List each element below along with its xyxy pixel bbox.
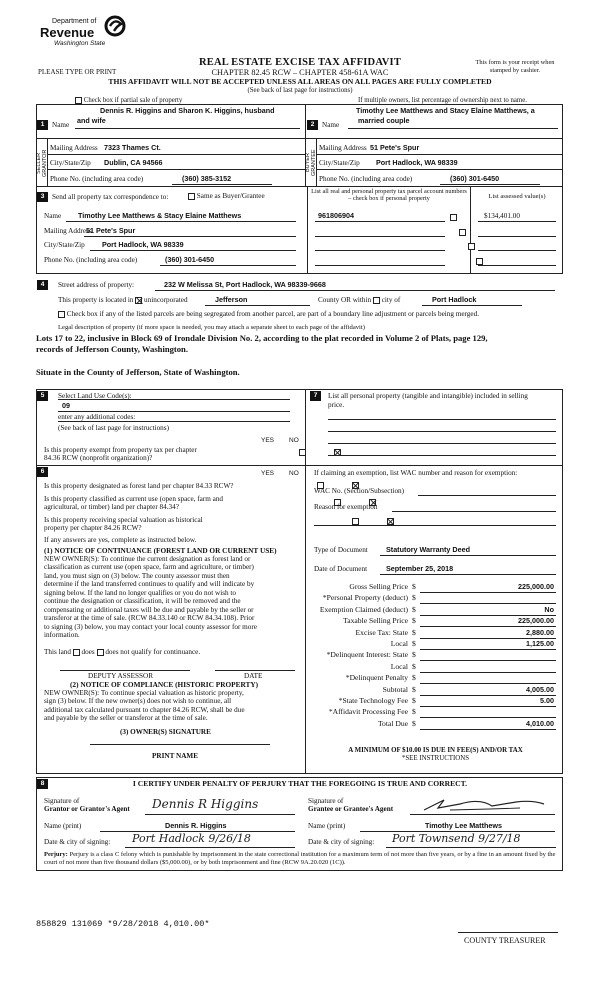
grantor-signature: Dennis R Higgins [152,797,259,811]
unincorporated-label: unincorporated [144,296,188,304]
notice1-line: NEW OWNER(S): To continue the current designation as forest land or [44,555,251,563]
exempt-q1: Is this property exempt from property tax per chapter [44,446,197,454]
buyer-mailing-label: Mailing Address [319,144,367,152]
multiple-owners-note: If multiple owners, list percentage of ownership next to name. [358,97,527,104]
assessed-header: List assessed value(s) [488,193,546,200]
grantor-date-city-label: Date & city of signing: [44,838,111,846]
same-as-buyer-row [188,192,265,200]
tax-row-currency: $ [412,707,416,717]
parcel-number-1: 961806904 [318,211,354,220]
notice2-line: sign (3) below. If the new owner(s) does not wish to continue, all [44,697,232,706]
tax-row-value: 2,880.00 [526,627,554,637]
tax-row-currency: $ [412,616,416,626]
grantor-sig-label2: Grantor or Grantor's Agent [44,805,130,813]
tax-row-value: 4,005.00 [526,684,554,694]
grantor-date-city: Port Hadlock 9/26/18 [132,832,251,845]
wac-label: WAC No. (Section/Subsection) [314,487,405,495]
city-of-label: city of [381,296,401,304]
does-checkbox[interactable] [73,649,80,656]
buyer-name-line1: Timothy Lee Matthews and Stacy Elaine Matthews, a [356,106,535,115]
deputy-assessor-label: DEPUTY ASSESSOR [88,672,154,680]
forest-question: Is this property designated as forest land per chapter 84.33 RCW? [44,482,234,490]
tax-row-currency: $ [412,627,416,637]
seller-name-line2: and wife [77,116,106,125]
city-value: Port Hadlock [432,295,477,304]
land-use-value: 09 [62,401,70,410]
correspondence-mailing-label: Mailing Address [44,227,92,235]
seller-name-label: Name [52,121,70,129]
owner-signature-label: (3) OWNER(S) SIGNATURE [120,728,211,736]
grantor-name-label: Name (print) [44,822,82,830]
tax-row [310,582,560,593]
section-5-marker: 5 [37,391,48,401]
tax-row [310,673,560,684]
notice2-body [44,689,302,723]
tax-row [310,639,560,650]
current-use-q-a: Is this property classified as current use (open space, farm and [44,495,224,503]
tax-row-label: Exemption Claimed (deduct) [319,604,408,614]
grantor-name-value: Dennis R. Higgins [165,821,227,830]
see-instructions: *SEE INSTRUCTIONS [401,755,470,762]
tax-row-label: Gross Selling Price [349,582,408,591]
tax-row [310,662,560,673]
tax-row [310,719,560,730]
street-value: 232 W Melissa St, Port Hadlock, WA 98339-9668 [164,280,326,289]
notice2-title: (2) NOTICE OF COMPLIANCE (HISTORIC PROPERTY) [70,680,259,689]
section-1-marker: 1 [37,120,48,130]
tax-row-label: Local [390,661,408,671]
form-title: REAL ESTATE EXCISE TAX AFFIDAVIT [198,57,402,68]
section-4-marker: 4 [37,280,48,290]
partial-sale-checkbox[interactable] [75,97,82,104]
tax-row-currency: $ [412,684,416,694]
land-use-label: Select Land Use Code(s): [58,392,132,400]
please-type: PLEASE TYPE OR PRINT [38,68,117,76]
notice2-line: additional tax calculated pursuant to chapter 84.26 RCW, shall be due [44,705,245,714]
seller-mailing-value: 7323 Thames Ct. [104,143,161,152]
form-notice: THIS AFFIDAVIT WILL NOT BE ACCEPTED UNLESS ALL AREAS ON ALL PAGES ARE FULLY COMPLETED [108,77,492,86]
grantee-sig-label2: Grantee or Grantee's Agent [308,805,394,813]
section-2-marker: 2 [307,120,318,130]
certify-statement: I CERTIFY UNDER PENALTY OF PERJURY THAT THE FOREGOING IS TRUE AND CORRECT. [132,779,468,788]
does-not-label: does not qualify for continuance. [105,648,201,656]
tax-row-currency: $ [412,673,416,683]
tax-row-label: Taxable Selling Price [343,616,408,626]
tax-row-value: 1,125.00 [526,638,554,648]
notice1-line: transferor at the time of sale. (RCW 84.33.140 or RCW 84.34.108). Prior [44,614,255,623]
located-row [58,296,188,304]
tax-row-label: *Delinquent Penalty [345,673,408,683]
unincorporated-checkbox[interactable] [135,297,142,304]
parcel-header: List all real and personal property tax parcel account numbers – check box if personal property [311,188,467,203]
section-3-marker: 3 [37,192,48,202]
see-back-header: (See back of last page for instructions) [247,87,353,94]
exemption-label: If claiming an exemption, list WAC number and reason for exemption: [314,469,518,477]
minimum-note: A MINIMUM OF $10.00 IS DUE IN FEE(S) AND/OR TAX [348,747,523,754]
reason-label: Reason for exemption [314,503,378,511]
tax-row-label: *State Technology Fee [338,695,408,705]
segregated-label: Check box if any of the listed parcels are being segregated from another parcel, are part of a boundary line adjustment or parcels being merged. [66,310,479,318]
tax-row [310,605,560,616]
tax-row-label: *Delinquent Interest: State [326,650,408,660]
county-treasurer-label: COUNTY TREASURER [464,936,546,945]
tax-row-currency: $ [412,718,416,728]
grantee-date-city-label: Date & city of signing: [308,838,375,846]
tax-row-label: Excise Tax: State [355,627,408,637]
correspondence-mailing-value: 51 Pete's Spur [86,226,136,235]
tax-row [310,685,560,696]
historic-no-checkbox[interactable] [387,518,394,525]
buyer-name-label: Name [322,121,340,129]
exempt-q2: 84.36 RCW (nonprofit organization)? [44,454,153,462]
notice1-line: to signing (3) below, you may contact your local county assessor for more [44,622,257,631]
buyer-mailing-value: 51 Pete's Spur [370,143,420,152]
tax-row [310,628,560,639]
tax-row-currency: $ [412,650,416,660]
section6-no: NO [289,470,299,477]
city-of-checkbox[interactable] [373,297,380,304]
doc-type-label: Type of Document [314,546,368,554]
notice1-line: compensating or additional taxes will be due and payable by the seller or [44,605,254,614]
perjury-statement [44,851,559,867]
tax-row-label: *Affidavit Processing Fee [328,707,408,717]
buyer-name-line2: married couple [358,116,410,125]
tax-row-currency: $ [412,695,416,705]
perjury-title: Perjury: [44,851,68,858]
cashier-stamp: 858829 131069 *9/28/2018 4,010.00* [36,919,210,929]
tax-row-currency: $ [412,661,416,671]
section5-yes: YES [261,437,275,444]
historic-yes-checkbox[interactable] [352,518,359,525]
seller-phone-label: Phone No. (including area code) [50,175,144,183]
buyer-phone-label: Phone No. (including area code) [319,175,413,183]
section5-no: NO [289,437,299,444]
correspondence-city-label: City/State/Zip [44,241,85,249]
seller-side-label: SELLER GRANTOR [36,149,48,177]
correspondence-label: Send all property tax correspondence to: [52,193,169,201]
section-8-marker: 8 [37,779,48,789]
receipt-note: This form is your receipt when stamped by cashier. [475,59,555,74]
tax-row-value: 225,000.00 [518,582,554,591]
correspondence-phone-value: (360) 301-6450 [165,255,215,264]
form-subtitle: CHAPTER 82.45 RCW – CHAPTER 458-61A WAC [211,68,389,77]
tax-row-currency: $ [412,593,416,603]
tax-row-label: *Personal Property (deduct) [322,593,408,603]
notice1-line: continue the designation or classification, it will be removed and the [44,597,241,606]
notice1-line: classification as current use (open space, farm and agriculture, or timber) [44,563,254,572]
grantee-sig-label1: Signature of [308,797,344,805]
section-7-marker: 7 [310,391,321,401]
county-label-row [318,296,400,304]
grantee-name-label: Name (print) [308,822,346,830]
tax-row-label: Total Due [377,718,408,728]
this-land-label: This land [44,648,71,656]
notice1-title: (1) NOTICE OF CONTINUANCE (FOREST LAND OR CURRENT USE) [44,546,277,555]
does-label: does [81,648,95,656]
county-value: Jefferson [215,295,248,304]
segregated-checkbox[interactable] [58,311,65,318]
tax-row-value: 5.00 [540,695,554,705]
deputy-date-label: DATE [244,672,263,680]
revenue-logo [38,12,128,54]
tax-row [310,593,560,604]
parcel-1-personal-checkbox[interactable] [450,214,457,221]
continuance-row [44,648,200,656]
notice1-line: land, you must sign on (3) below. The county assessor must then [44,571,230,580]
segregated-row [58,310,558,318]
seller-name-line1: Dennis R. Higgins and Sharon K. Higgins, husband [100,106,275,115]
legal-label: Legal description of property (if more space is needed, you may attach a separate sheet to each page of the affidavit) [58,324,365,331]
seller-city-label: City/State/Zip [50,159,91,167]
buyer-city-value: Port Hadlock, WA 98339 [376,158,458,167]
tax-row [310,707,560,718]
same-as-buyer-checkbox[interactable] [188,193,195,200]
grantee-signature [420,796,550,816]
doc-date-value: September 25, 2018 [386,564,454,573]
located-label: This property is located in [58,296,134,304]
legal-line2: records of Jefferson County, Washington. [36,344,188,354]
tax-row-currency: $ [412,582,416,591]
tax-row-value: No [544,604,554,614]
exempt-yes-checkbox[interactable] [299,449,306,456]
does-not-checkbox[interactable] [97,649,104,656]
personal-property-label2: price. [328,401,345,409]
seller-mailing-label: Mailing Address [50,144,98,152]
situate-line: Situate in the County of Jefferson, State of Washington. [36,367,240,377]
section-6-marker: 6 [37,467,48,477]
county-label: County OR within [318,296,372,304]
legal-line1: Lots 17 to 22, inclusive in Block 69 of Irondale Division No. 2, according to the plat recorded in Volume 2 of Plats, page 129, [36,333,488,343]
partial-sale-label: Check box if partial sale of property [83,97,183,104]
tax-row [310,616,560,627]
notice1-line: information. [44,631,80,640]
print-name-label: PRINT NAME [152,752,198,760]
tax-row-currency: $ [412,604,416,614]
tax-row [310,696,560,707]
seller-city-value: Dublin, CA 94566 [104,158,163,167]
correspondence-city-value: Port Hadlock, WA 98339 [102,240,184,249]
same-as-buyer-label: Same as Buyer/Grantee [196,192,265,200]
buyer-side-label: BUYER GRANTEE [305,149,317,177]
parcel-2-personal-checkbox[interactable] [459,229,466,236]
parcel-3-personal-checkbox[interactable] [468,243,475,250]
dept-line2: Revenue [40,25,95,40]
tax-row-value: 225,000.00 [518,616,554,626]
notice2-line: and payable by the seller or transferor at the time of sale. [44,714,208,723]
correspondence-name-label: Name [44,212,62,220]
notice1-line: determine if the land transferred continues to qualify and will indicate by [44,580,255,589]
grantee-name-value: Timothy Lee Matthews [425,821,502,830]
other-codes-label: enter any additional codes: [58,413,136,421]
tax-row [310,650,560,661]
seller-phone-value: (360) 385-3152 [182,174,232,183]
current-use-q-b: agricultural, or timber) land per chapter 84.34? [44,503,179,511]
dept-line1: Department of [52,18,97,25]
tax-row-label: Local [390,638,408,648]
perjury-text: Perjury is a class C felony which is punishable by imprisonment in the state correctional institution for a maximum term of not more than five years, or by a fine in an amount fixed by the court of not more than five thousand dollars ($5,000.00), or by both imprisonment and fine (RCW 9A.20.020 (1C)). [44,851,556,866]
notice1-body [44,555,302,640]
doc-date-label: Date of Document [314,565,368,573]
revenue-swirl-icon [104,14,126,38]
correspondence-phone-label: Phone No. (including area code) [44,256,138,264]
parcel-4-personal-checkbox[interactable] [476,258,483,265]
historic-q-a: Is this property receiving special valuation as historical [44,516,203,524]
tax-row-currency: $ [412,638,416,648]
buyer-phone-value: (360) 301-6450 [450,174,500,183]
grantee-date-city: Port Townsend 9/27/18 [392,832,521,845]
correspondence-name-value: Timothy Lee Matthews & Stacy Elaine Matthews [78,211,242,220]
assessed-value-1: $134,401.00 [484,212,520,220]
notice2-line: NEW OWNER(S): To continue special valuation as historic property, [44,689,244,697]
tax-row-value: 4,010.00 [526,718,554,728]
buyer-city-label: City/State/Zip [319,159,360,167]
historic-q-b: property per chapter 84.26 RCW? [44,524,142,532]
notice1-line: signing below. If the land no longer qualifies or you do not wish to [44,588,236,597]
tax-row-label: Subtotal [382,684,408,694]
if-yes-note: If any answers are yes, complete as instructed below. [44,536,197,544]
street-label: Street address of property: [58,281,135,289]
section6-yes: YES [261,470,275,477]
personal-property-label1: List all personal property (tangible and intangible) included in selling [328,392,528,400]
doc-type-value: Statutory Warranty Deed [386,545,471,554]
section5-see-back: (See back of last page for instructions) [58,424,169,432]
dept-line3: Washington State [54,40,106,47]
grantor-sig-label1: Signature of [44,797,80,805]
tax-table [310,582,560,730]
